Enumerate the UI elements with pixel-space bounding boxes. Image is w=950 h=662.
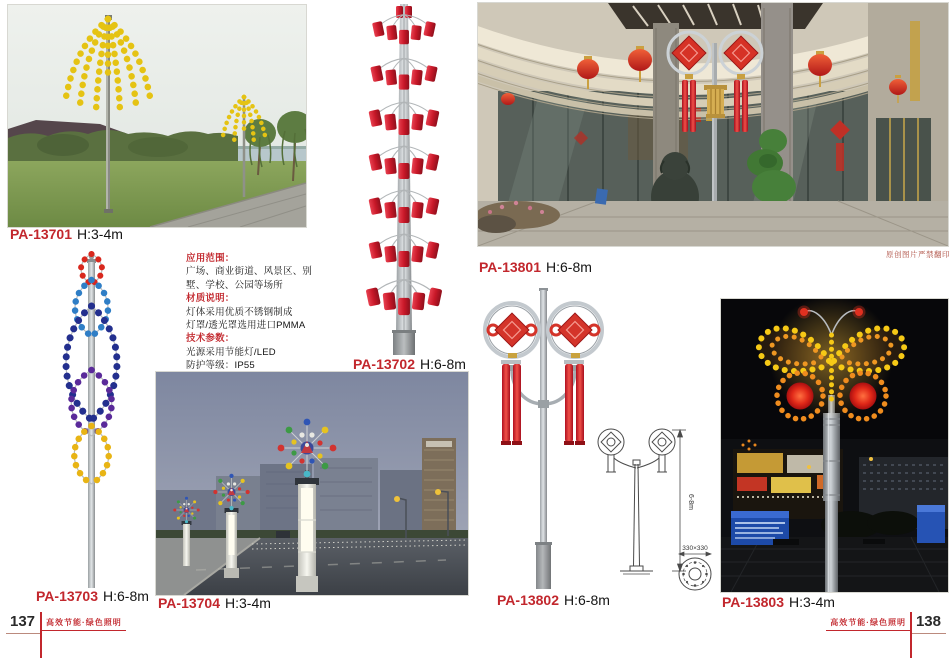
spec-line: 灯罩/透光罩选用进口PMMA [186, 320, 306, 332]
product-label-pa13703 [36, 588, 149, 605]
product-label-pa13803 [722, 594, 835, 611]
product-code: PA-13703 [36, 588, 99, 604]
photo-pa13704 [156, 372, 468, 595]
spec-line: 防护等级：IP55 [186, 360, 255, 372]
photo-pa13701 [8, 5, 306, 227]
product-label-pa13701 [10, 226, 123, 243]
product-label-pa13802 [497, 592, 610, 609]
photo-pa13801 [478, 3, 948, 246]
product-height: H:3-4m [77, 226, 123, 242]
product-height: H:6-8m [103, 588, 149, 604]
drawing-height-dim: 6-8m [687, 494, 694, 510]
footer-left [6, 612, 126, 658]
gold-decor [910, 21, 920, 101]
product-height: H:3-4m [225, 595, 271, 611]
product-image-pa13702 [345, 2, 463, 355]
product-code: PA-13801 [479, 259, 542, 275]
product-code: PA-13704 [158, 595, 221, 611]
spec-line: 广场、商业街道、风景区、别 [186, 266, 313, 278]
product-code: PA-13702 [353, 356, 416, 372]
lamp-sketch [598, 429, 675, 574]
spec-heading-application: 应用范围： [186, 253, 235, 264]
pole [540, 290, 547, 544]
product-label-pa13801 [479, 259, 592, 276]
copyright-watermark: 原创图片严禁翻印 [886, 250, 950, 259]
product-code: PA-13802 [497, 592, 560, 608]
lamp-pole [823, 395, 840, 592]
product-image-pa13802 [479, 282, 607, 590]
product-height: H:6-8m [420, 356, 466, 372]
product-code: PA-13701 [10, 226, 73, 242]
spec-line: 灯体采用优质不锈钢制成 [186, 306, 293, 318]
product-height: H:6-8m [564, 592, 610, 608]
page-number-right: 138 [912, 612, 946, 634]
footer-slogan-left: 高效节能·绿色照明 [42, 612, 126, 631]
spec-heading-material: 材质说明： [186, 293, 235, 305]
dimension-drawing [592, 416, 717, 596]
spec-line: 光源采用节能灯/LED [186, 346, 276, 358]
page-number-left: 137 [6, 612, 40, 634]
footer-right [826, 612, 946, 658]
vehicle [276, 531, 290, 538]
spec-text-block [186, 252, 342, 386]
footer-slogan-right: 高效节能·绿色照明 [826, 612, 910, 631]
bench [773, 539, 799, 545]
product-label-pa13704 [158, 595, 271, 612]
drawing-flange-dim: 330×330 [682, 545, 708, 552]
product-height: H:6-8m [546, 259, 592, 275]
product-image-pa13703 [25, 250, 160, 588]
product-label-pa13702 [353, 356, 466, 373]
product-height: H:3-4m [789, 594, 835, 610]
spec-line: 墅、学校、公园等场所 [186, 279, 284, 291]
photo-pa13803 [721, 299, 948, 592]
easel-sign [595, 188, 608, 204]
spec-heading-tech: 技术参数： [186, 333, 235, 345]
product-code: PA-13803 [722, 594, 785, 610]
